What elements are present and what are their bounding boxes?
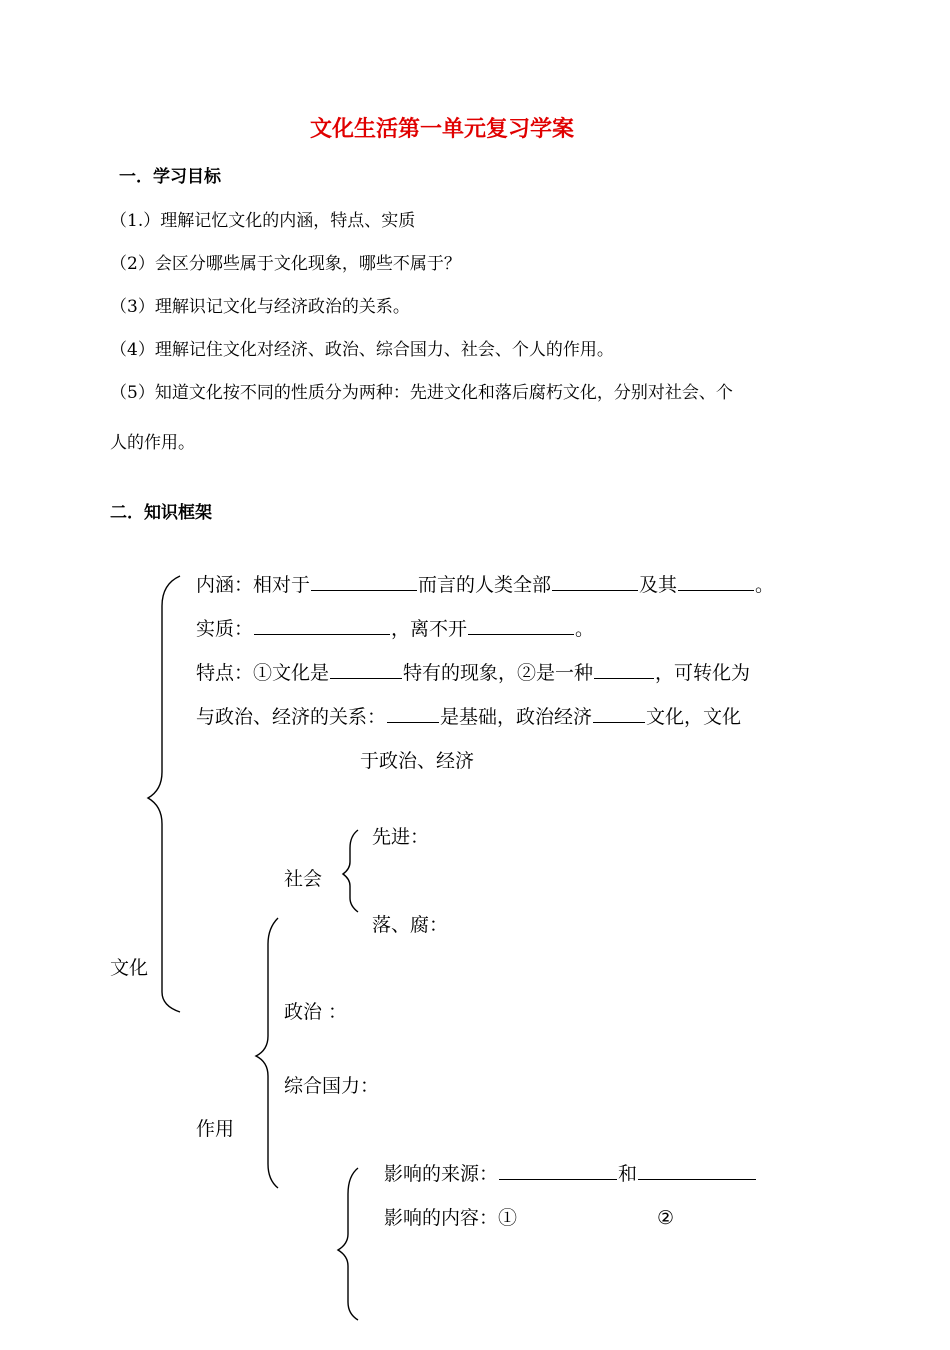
relation-line-2: 于政治、经济 bbox=[360, 750, 475, 772]
blank[interactable] bbox=[254, 616, 390, 635]
blank[interactable] bbox=[311, 572, 417, 591]
goal-item-3: （3）理解识记文化与经济政治的关系。 bbox=[110, 297, 410, 317]
goal-item-5-cont: 人的作用。 bbox=[110, 433, 195, 453]
goal-item-5: （5）知道文化按不同的性质分为两种：先进文化和落后腐朽文化，分别对社会、个 bbox=[110, 383, 733, 403]
role-label: 作用 bbox=[196, 1118, 235, 1140]
relation-line: 与政治、经济的关系： 是基础，政治经济 文化，文化 bbox=[196, 706, 742, 728]
society-label: 社会 bbox=[284, 868, 323, 890]
backward-culture: 落、腐： bbox=[372, 914, 449, 936]
root-culture: 文化 bbox=[110, 957, 149, 979]
blank[interactable] bbox=[499, 1161, 617, 1180]
brace-individual bbox=[338, 1168, 358, 1320]
goal-item-1: （1.）理解记忆文化的内涵，特点、实质 bbox=[110, 211, 416, 231]
goal-item-4: （4）理解记住文化对经济、政治、综合国力、社会、个人的作用。 bbox=[110, 340, 614, 360]
section-heading-goals: 一．学习目标 bbox=[119, 167, 221, 187]
blank[interactable] bbox=[330, 660, 402, 679]
features-line: 特点：①文化是 特有的现象，②是一种 ，可转化为 bbox=[196, 662, 751, 684]
politics-label: 政治 ： bbox=[284, 1001, 348, 1023]
section-heading-framework: 二．知识框架 bbox=[110, 503, 212, 523]
brace-culture bbox=[148, 576, 180, 1012]
blank[interactable] bbox=[638, 1161, 756, 1180]
goal-item-2: （2）会区分哪些属于文化现象，哪些不属于？ bbox=[110, 254, 461, 274]
essence-line: 实质： ，离不开 。 bbox=[196, 618, 595, 640]
blank[interactable] bbox=[468, 616, 574, 635]
connotation-line: 内涵：相对于 而言的人类全部 及其 。 bbox=[196, 574, 775, 596]
blank[interactable] bbox=[552, 572, 638, 591]
national-power-label: 综合国力： bbox=[284, 1075, 380, 1097]
brace-role bbox=[256, 918, 278, 1188]
blank[interactable] bbox=[678, 572, 754, 591]
blank[interactable] bbox=[387, 704, 439, 723]
brace-society bbox=[343, 830, 358, 912]
influence-source-line: 影响的来源： 和 bbox=[384, 1159, 757, 1186]
page-title: 文化生活第一单元复习学案 bbox=[309, 117, 574, 142]
blank[interactable] bbox=[594, 660, 654, 679]
blank[interactable] bbox=[593, 704, 645, 723]
advanced-culture: 先进： bbox=[372, 826, 430, 848]
influence-content-line: 影响的内容：① ② bbox=[384, 1207, 675, 1229]
